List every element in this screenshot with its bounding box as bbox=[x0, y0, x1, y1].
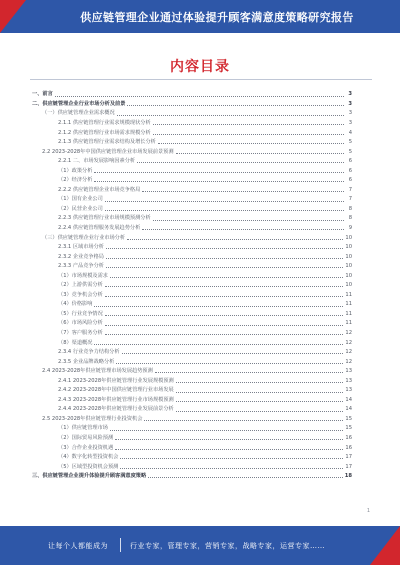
toc-entry-text: （2）国际贸易风险预测 bbox=[58, 435, 114, 442]
toc-entry[interactable] bbox=[32, 441, 352, 451]
toc-entry-page: 17 bbox=[345, 454, 352, 461]
toc-entry[interactable] bbox=[32, 394, 352, 404]
toc-entry[interactable] bbox=[32, 269, 352, 279]
toc-leader-dots bbox=[127, 239, 343, 240]
toc-entry-text: 2.4 2023-2028年供应链管理市场发展趋势预测 bbox=[42, 368, 153, 375]
toc-entry[interactable] bbox=[32, 250, 352, 260]
toc-entry-text: （三）供应链管理企业行业市场分析 bbox=[42, 234, 126, 241]
toc-leader-dots bbox=[115, 449, 343, 450]
toc-leader-dots bbox=[115, 439, 343, 440]
toc-entry[interactable] bbox=[32, 174, 352, 184]
toc-entry-page: 15 bbox=[345, 415, 352, 422]
toc-entry-text: （2）上游供需分析 bbox=[58, 282, 103, 289]
table-of-contents bbox=[32, 88, 352, 479]
toc-entry-page: 13 bbox=[345, 377, 352, 384]
toc-leader-dots bbox=[176, 382, 344, 383]
toc-entry-text: （6）市场风险分析 bbox=[58, 320, 103, 327]
toc-leader-dots bbox=[153, 124, 344, 125]
toc-entry[interactable] bbox=[32, 470, 352, 480]
toc-entry-page: 6 bbox=[348, 167, 352, 174]
toc-entry[interactable] bbox=[32, 374, 352, 384]
toc-leader-dots bbox=[94, 181, 344, 182]
toc-leader-dots bbox=[94, 306, 343, 307]
toc-leader-dots bbox=[94, 172, 344, 173]
toc-entry[interactable] bbox=[32, 136, 352, 146]
toc-leader-dots bbox=[110, 430, 343, 431]
toc-entry-page: 10 bbox=[345, 282, 352, 289]
footer-red-accent bbox=[370, 526, 400, 565]
toc-entry-page: 11 bbox=[345, 320, 352, 327]
toc-entry[interactable] bbox=[32, 355, 352, 365]
toc-entry-page: 12 bbox=[345, 330, 352, 337]
footer-slogan: 让每个人都能成为 bbox=[48, 542, 108, 550]
toc-entry[interactable] bbox=[32, 203, 352, 213]
toc-entry[interactable] bbox=[32, 155, 352, 165]
toc-leader-dots bbox=[110, 277, 343, 278]
toc-entry-page: 6 bbox=[348, 177, 352, 184]
toc-entry-text: （3）合作企业投资机遇 bbox=[58, 444, 114, 451]
toc-entry-page: 8 bbox=[348, 205, 352, 212]
toc-entry-text: （2）民营企业公司 bbox=[58, 205, 103, 212]
toc-leader-dots bbox=[153, 220, 344, 221]
toc-entry-page: 18 bbox=[344, 473, 352, 480]
toc-leader-dots bbox=[155, 372, 344, 373]
toc-leader-dots bbox=[127, 105, 344, 106]
toc-leader-dots bbox=[55, 96, 344, 97]
toc-leader-dots bbox=[158, 143, 344, 144]
header-red-accent bbox=[0, 0, 26, 33]
toc-entry[interactable] bbox=[32, 260, 352, 270]
toc-entry-text: （一）供应链管理企业需求概况 bbox=[42, 110, 115, 117]
toc-entry[interactable] bbox=[32, 336, 352, 346]
toc-entry-text: 2.3.2 企业竞争格局 bbox=[58, 253, 104, 260]
toc-entry[interactable] bbox=[32, 279, 352, 289]
toc-leader-dots bbox=[153, 134, 344, 135]
toc-entry[interactable] bbox=[32, 346, 352, 356]
toc-entry-page: 3 bbox=[348, 91, 352, 98]
toc-entry-text: （1）国有企业公司 bbox=[58, 196, 103, 203]
toc-entry-text: 二、供应链管理企业行业市场分析及前景 bbox=[32, 100, 126, 107]
toc-entry[interactable] bbox=[32, 451, 352, 461]
toc-leader-dots bbox=[94, 344, 343, 345]
toc-entry[interactable] bbox=[32, 145, 352, 155]
toc-leader-dots bbox=[122, 353, 344, 354]
toc-entry[interactable] bbox=[32, 298, 352, 308]
toc-entry-page: 12 bbox=[345, 339, 352, 346]
toc-entry-page: 17 bbox=[345, 463, 352, 470]
toc-entry-page: 6 bbox=[348, 158, 352, 165]
toc-entry-page: 10 bbox=[345, 263, 352, 270]
toc-entry-text: 2.1.1 供应链管理行业需求规模现状分析 bbox=[58, 119, 151, 126]
toc-entry-page: 10 bbox=[345, 253, 352, 260]
toc-entry[interactable] bbox=[32, 117, 352, 127]
toc-leader-dots bbox=[120, 468, 343, 469]
toc-entry-text: 2.4.3 2023-2028年供应链管理行业市场规模预测 bbox=[58, 396, 174, 403]
toc-entry-text: （4）数字化转型投资机会 bbox=[58, 454, 119, 461]
page-header bbox=[0, 0, 400, 33]
toc-entry-text: 2.4.2 2023-2028年中国供应链管理行业市场发展 bbox=[58, 387, 174, 394]
toc-entry-text: 2.3.4 行业竞争力结构分析 bbox=[58, 349, 120, 356]
toc-entry-text: 2.5 2023-2028年供应链管理行业投资机会 bbox=[42, 415, 143, 422]
toc-leader-dots bbox=[176, 411, 344, 412]
toc-entry[interactable] bbox=[32, 98, 352, 108]
toc-entry-text: 2.4.4 2023-2028年供应链管理行业发展前景分析 bbox=[58, 406, 174, 413]
toc-leader-dots bbox=[117, 115, 344, 116]
toc-entry-page: 16 bbox=[345, 444, 352, 451]
toc-entry-text: （5）区域型投资机会预测 bbox=[58, 463, 119, 470]
toc-leader-dots bbox=[176, 401, 344, 402]
toc-entry-text: （5）行业竞争情况 bbox=[58, 310, 103, 317]
toc-entry-page: 10 bbox=[345, 272, 352, 279]
toc-entry[interactable] bbox=[32, 327, 352, 337]
toc-entry[interactable] bbox=[32, 308, 352, 318]
toc-entry-text: 2.2.3 供应链管理行业市场规模预测分析 bbox=[58, 215, 151, 222]
toc-heading: 内容目录 bbox=[170, 59, 230, 75]
toc-entry-page: 14 bbox=[345, 406, 352, 413]
footer-services: 行业专家，管理专家，营销专家，战略专家，运营专家…… bbox=[130, 542, 325, 550]
toc-leader-dots bbox=[116, 363, 343, 364]
toc-entry-text: 2.1.3 供应链管理行业需求结构及增长分析 bbox=[58, 139, 156, 146]
toc-entry[interactable] bbox=[32, 126, 352, 136]
toc-leader-dots bbox=[148, 477, 343, 478]
toc-entry-page: 16 bbox=[345, 435, 352, 442]
toc-leader-dots bbox=[105, 296, 344, 297]
toc-entry-text: （7）客户服务分析 bbox=[58, 330, 103, 337]
toc-entry[interactable] bbox=[32, 212, 352, 222]
toc-entry-text: 2.4.1 2023-2028年供应链管理行业发展规模预测 bbox=[58, 377, 174, 384]
toc-entry-page: 11 bbox=[345, 301, 352, 308]
toc-entry[interactable] bbox=[32, 317, 352, 327]
toc-entry[interactable] bbox=[32, 422, 352, 432]
toc-entry-text: （8）渠道概况 bbox=[58, 339, 93, 346]
toc-leader-dots bbox=[142, 191, 344, 192]
toc-entry-page: 7 bbox=[348, 186, 352, 193]
toc-entry[interactable] bbox=[32, 413, 352, 423]
toc-entry-text: （3）竞争机会分析 bbox=[58, 291, 103, 298]
toc-leader-dots bbox=[120, 458, 343, 459]
toc-entry-page: 11 bbox=[345, 310, 352, 317]
toc-entry[interactable] bbox=[32, 288, 352, 298]
toc-entry-text: 2.3.5 企业品牌战略分析 bbox=[58, 358, 115, 365]
toc-leader-dots bbox=[105, 286, 344, 287]
toc-entry-text: 2.1.2 供应链管理行业市场需求规模分析 bbox=[58, 129, 151, 136]
toc-leader-dots bbox=[106, 248, 343, 249]
toc-entry-text: （1）市场规模及需求 bbox=[58, 272, 108, 279]
toc-entry-page: 5 bbox=[348, 139, 352, 146]
toc-leader-dots bbox=[176, 392, 344, 393]
toc-entry-page: 3 bbox=[348, 100, 352, 107]
toc-entry[interactable] bbox=[32, 222, 352, 232]
toc-entry-text: 2.2 2023-2028年中国供应链管理企业市场发展前景预测 bbox=[42, 148, 174, 155]
toc-entry-page: 14 bbox=[345, 396, 352, 403]
toc-entry-page: 15 bbox=[345, 425, 352, 432]
toc-leader-dots bbox=[106, 258, 343, 259]
toc-entry-page: 7 bbox=[348, 196, 352, 203]
toc-entry-text: 三、供应链管理企业提升体验提升顾客满意度策略 bbox=[32, 473, 147, 480]
toc-entry[interactable] bbox=[32, 384, 352, 394]
toc-entry-page: 4 bbox=[348, 129, 352, 136]
page-number: 1 bbox=[366, 508, 370, 514]
toc-entry[interactable] bbox=[32, 460, 352, 470]
toc-entry-text: 2.3.3 产品竞争分析 bbox=[58, 263, 104, 270]
toc-entry[interactable] bbox=[32, 164, 352, 174]
toc-entry-text: （1）供应链管理市场 bbox=[58, 425, 108, 432]
toc-entry[interactable] bbox=[32, 183, 352, 193]
toc-entry[interactable] bbox=[32, 193, 352, 203]
toc-leader-dots bbox=[105, 201, 344, 202]
toc-entry-page: 11 bbox=[345, 291, 352, 298]
toc-entry-page: 10 bbox=[345, 244, 352, 251]
toc-leader-dots bbox=[176, 153, 344, 154]
toc-entry-page: 13 bbox=[345, 368, 352, 375]
toc-entry[interactable] bbox=[32, 241, 352, 251]
toc-entry-page: 8 bbox=[348, 215, 352, 222]
toc-entry-text: 2.2.2 供应链管理企业市场竞争格局 bbox=[58, 186, 141, 193]
toc-leader-dots bbox=[144, 420, 343, 421]
toc-leader-dots bbox=[105, 325, 344, 326]
toc-entry-page: 3 bbox=[348, 110, 352, 117]
toc-entry-page: 3 bbox=[348, 119, 352, 126]
toc-leader-dots bbox=[142, 229, 344, 230]
page-footer bbox=[0, 526, 400, 565]
toc-entry[interactable] bbox=[32, 88, 352, 98]
toc-entry-page: 13 bbox=[345, 387, 352, 394]
toc-entry-page: 12 bbox=[345, 349, 352, 356]
toc-entry-text: 2.3.1 区域市场分析 bbox=[58, 244, 104, 251]
toc-leader-dots bbox=[137, 162, 344, 163]
toc-entry[interactable] bbox=[32, 403, 352, 413]
footer-separator bbox=[120, 538, 121, 552]
toc-entry-text: （1）政策分析 bbox=[58, 167, 93, 174]
toc-entry-page: 10 bbox=[345, 234, 352, 241]
toc-entry[interactable] bbox=[32, 432, 352, 442]
toc-entry[interactable] bbox=[32, 365, 352, 375]
toc-entry-page: 5 bbox=[348, 148, 352, 155]
toc-leader-dots bbox=[105, 315, 344, 316]
toc-entry[interactable] bbox=[32, 107, 352, 117]
toc-entry-text: （2）经济分析 bbox=[58, 177, 93, 184]
toc-leader-dots bbox=[105, 210, 344, 211]
toc-entry-text: 2.2.4 供应链管理服务发展趋势分析 bbox=[58, 225, 141, 231]
toc-entry-page: 12 bbox=[345, 358, 352, 365]
toc-entry-text: 2.2.1 二、市场发展影响因素分析 bbox=[58, 158, 136, 165]
toc-leader-dots bbox=[106, 267, 343, 268]
toc-entry-text: 一、前言 bbox=[32, 91, 53, 98]
toc-entry-page: 9 bbox=[348, 225, 352, 231]
toc-entry[interactable] bbox=[32, 231, 352, 241]
toc-divider bbox=[30, 79, 372, 80]
toc-leader-dots bbox=[105, 334, 344, 335]
toc-entry-text: （4）价格影响 bbox=[58, 301, 93, 308]
report-title: 供应链管理企业通过体验提升顾客满意度策略研究报告 bbox=[80, 11, 354, 24]
